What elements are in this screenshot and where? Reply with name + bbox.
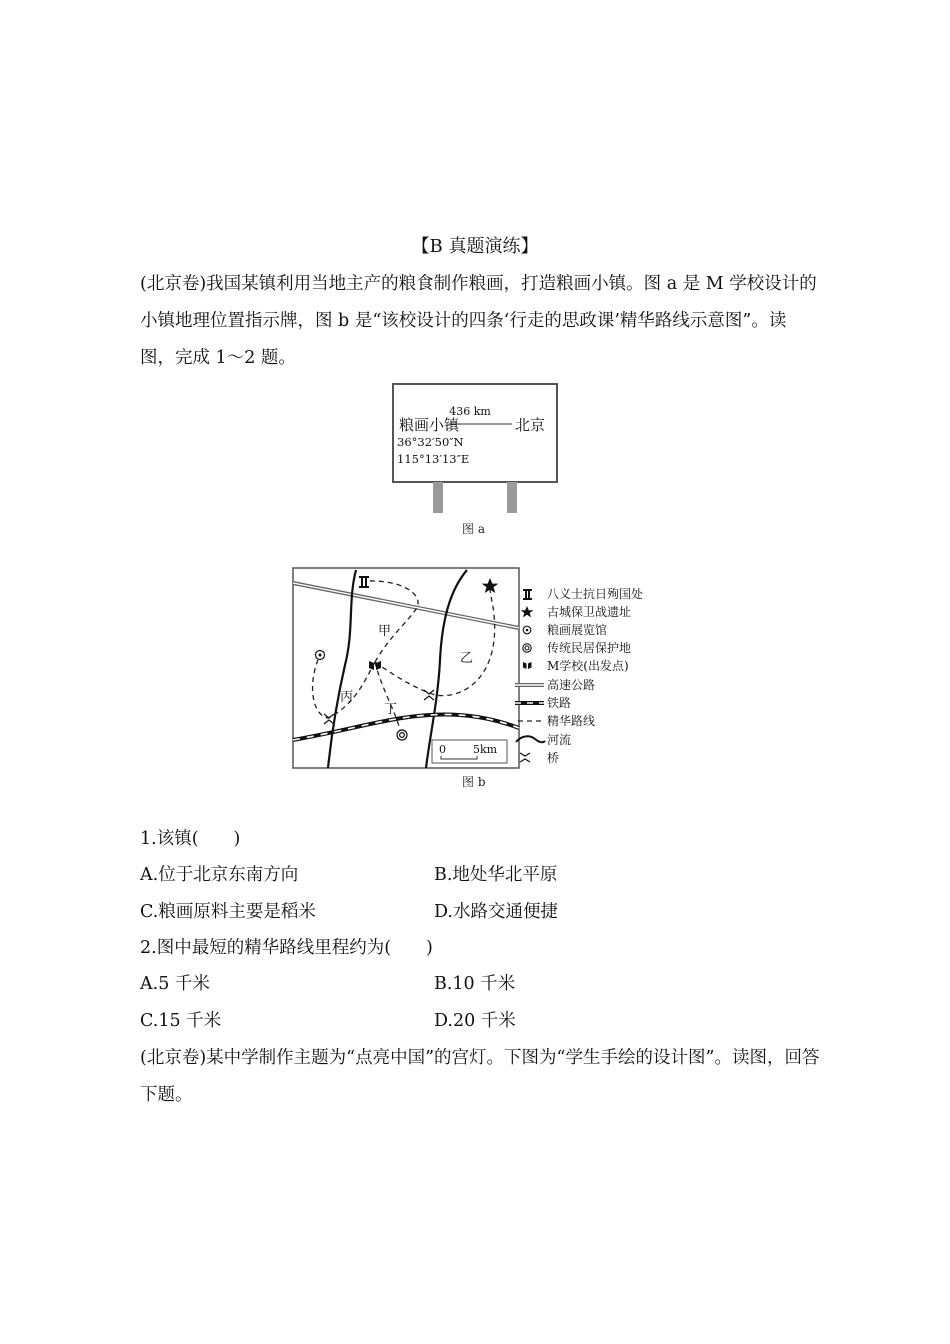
- legend-text-route: 精华路线: [547, 714, 596, 728]
- closing-paragraph: (北京卷)某中学制作主题为“点亮中国”的宫灯。下图为“学生手绘的设计图”。读图，回答下题。: [140, 1048, 820, 1105]
- legend-text-bridge: 桥: [547, 751, 560, 765]
- sign-longitude: 115°13′13″E: [397, 452, 470, 466]
- label-ding: 丁: [384, 702, 398, 717]
- legend-text-gallery: 粮画展览馆: [547, 623, 608, 637]
- legend-text-expressway: 高速公路: [547, 678, 596, 692]
- question-2-stem: 2.图中最短的精华路线里程约为( ): [140, 938, 433, 958]
- legend-text-residence: 传统民居保护地: [547, 641, 632, 655]
- figure-b-caption: 图 b: [462, 775, 486, 789]
- legend-text-railway: 铁路: [547, 696, 572, 710]
- legend-residence-icon: [523, 644, 531, 652]
- question-1-stem: 1.该镇( ): [140, 829, 241, 849]
- question-2-option-d: D.20 千米: [434, 1011, 516, 1031]
- sign-distance: 436 km: [449, 405, 491, 418]
- label-yi: 乙: [460, 651, 474, 666]
- sign-latitude: 36°32′50″N: [397, 435, 464, 449]
- figure-b-map: [290, 565, 670, 771]
- sign-post-right: [507, 482, 517, 513]
- legend-star-icon: [521, 606, 534, 617]
- legend-text-river: 河流: [547, 733, 572, 747]
- legend-text-memorial: 八义士抗日殉国处: [547, 587, 644, 601]
- question-1-option-b: B.地处华北平原: [434, 865, 558, 885]
- legend-text-battle-site: 古城保卫战遗址: [547, 605, 632, 619]
- legend-school-icon: [523, 662, 532, 669]
- question-2-option-a: A.5 千米: [140, 974, 210, 994]
- question-1-option-c: C.粮画原料主要是稻米: [140, 902, 316, 922]
- question-2-option-b: B.10 千米: [434, 974, 516, 994]
- sign-town: 粮画小镇: [399, 416, 460, 434]
- question-1-option-a: A.位于北京东南方向: [140, 865, 299, 885]
- legend-bridge-icon: [520, 753, 530, 762]
- figure-a-signboard: [385, 380, 565, 516]
- sign-city: 北京: [515, 416, 546, 434]
- legend-gallery-icon: [523, 626, 531, 634]
- intro-paragraph: (北京卷)我国某镇利用当地主产的粮食制作粮画，打造粮画小镇。图 a 是 M 学校设计的小镇地理位置指示牌，图 b 是“该校设计的四条‘行走的思政课’精华路线示意图”。读图，完成 1～2 题。: [140, 274, 817, 368]
- legend-river-icon: [516, 736, 545, 742]
- figure-a-caption: 图 a: [462, 522, 485, 536]
- label-jia: 甲: [378, 624, 392, 639]
- legend-memorial-icon: [523, 589, 532, 600]
- scale-zero: 0: [439, 743, 446, 756]
- label-bing: 丙: [340, 690, 354, 705]
- question-1-option-d: D.水路交通便捷: [434, 902, 558, 922]
- legend-text-school: M学校(出发点): [547, 659, 629, 673]
- question-2-option-c: C.15 千米: [140, 1011, 222, 1031]
- section-title: 【B 真题演练】: [411, 236, 539, 257]
- scale-end: 5km: [473, 743, 498, 756]
- sign-post-left: [433, 482, 443, 513]
